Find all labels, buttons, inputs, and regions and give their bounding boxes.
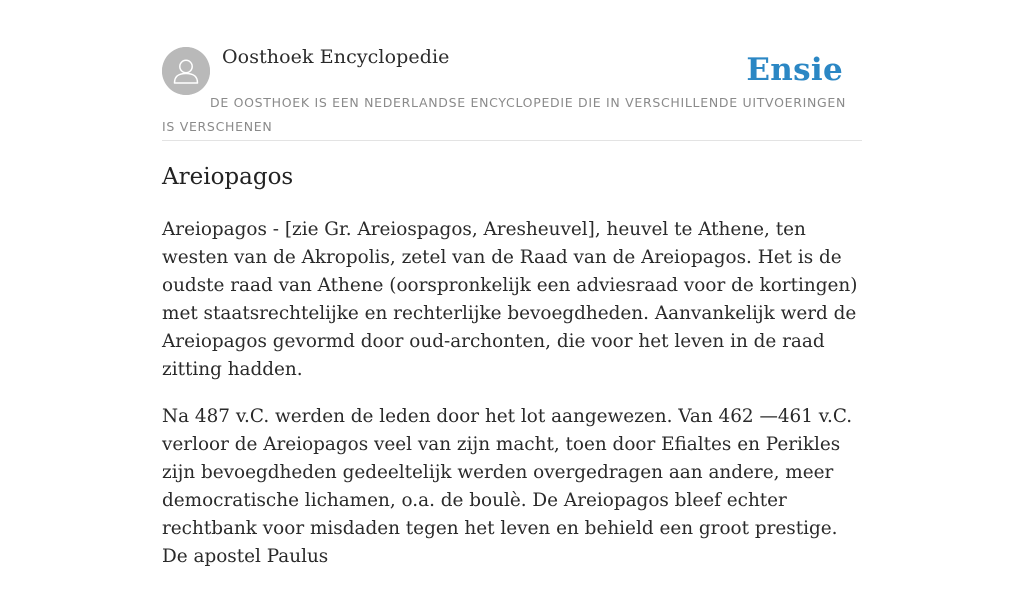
- ensie-logo[interactable]: Ensie: [746, 52, 843, 88]
- page-container: [162, 0, 862, 567]
- site-header: [162, 0, 862, 141]
- article-paragraph: Na 487 v.C. werden de leden door het lot aangewezen. Van 462 —461 v.C. verloor de Areiopagos veel van zijn macht, toen door Efialtes en Perikles zijn bevoegdheden gedeeltelijk werden overgedragen aan andere, meer democratische lichamen, o.a. de boulè. De Areiopagos bleef echter rechtbank voor misdaden tegen het leven en behield een groot prestige. De apostel Paulus: [162, 406, 853, 567]
- article-title: Areiopagos: [162, 164, 294, 190]
- author-tagline: DE OOSTHOEK IS EEN NEDERLANDSE ENCYCLOPEDIE DIE IN VERSCHILLENDE UITVOERINGEN IS VERSCHENEN: [162, 95, 847, 134]
- user-avatar-icon[interactable]: [162, 47, 210, 95]
- article-paragraph: Areiopagos - [zie Gr. Areiospagos, Aresheuvel], heuvel te Athene, ten westen van de Akropolis, zetel van de Raad van de Areiopagos. Het is de oudste raad van Athene (oorspronkelijk een adviesraad voor de kortingen) met staatsrechtelijke en rechterlijke bevoegdheden. Aanvankelijk werd de Areiopagos gevormd door oud-archonten, die voor het leven in de raad zitting hadden.: [162, 219, 858, 380]
- author-name[interactable]: Oosthoek Encyclopedie: [222, 46, 450, 68]
- article-body: [162, 216, 862, 590]
